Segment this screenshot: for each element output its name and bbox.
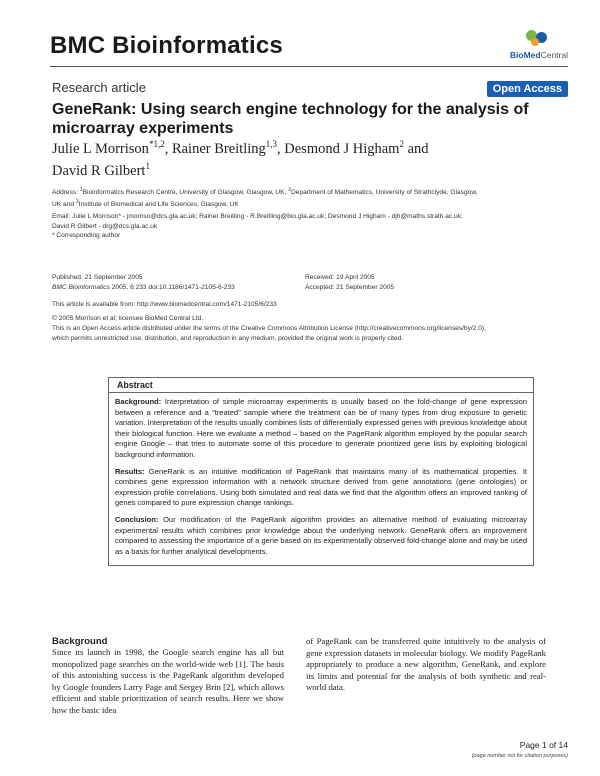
published-date: Published: 21 September 2005 [52, 274, 143, 281]
logo-dot-orange-icon [531, 38, 539, 46]
author-morrison[interactable]: Julie L Morrison [52, 140, 149, 157]
abstract-conclusion: Conclusion: Our modification of the PageRank algorithm provides an alternative method of evaluating microarray experimental results which combines prior knowledge about the underlying network. GeneRank offers an improvement compared to assessing the importance of a gene based on its experimentally observed fold-change alone and may be used as a basis for further analytical developments. [115, 514, 527, 556]
author-breitling[interactable]: , Rainer Breitling [164, 140, 266, 157]
publication-dates-right [305, 273, 394, 292]
article-title: GeneRank: Using search engine technology for the analysis of microarray experiments [52, 101, 529, 137]
body-right-column: of PageRank can be transferred quite intuitively to the analysis of gene expression datasets in molecular biology. We modify PageRank appropriately to produce a new algorithm, GeneRank, and explore its limits and potential for the analysis of both synthetic and real-world data. [306, 636, 546, 693]
corresponding-author-note: * Corresponding author [52, 232, 121, 240]
received-date: Received: 19 April 2005 [305, 274, 375, 281]
abstract-heading: Abstract [109, 378, 533, 393]
author-gilbert[interactable]: David R Gilbert [52, 163, 146, 180]
author-list: Julie L Morrison$^{*1,2}$, Rainer Breitling$^{1,3}$, Desmond J Higham$^2$ and David R Gilbert$^1$ [52, 139, 429, 180]
copyright: © 2005 Morrison et al; licensee BioMed Central Ltd. [52, 315, 204, 322]
abstract-box [108, 377, 534, 566]
page-number: Page 1 of 14 [519, 740, 568, 750]
publisher-logo [496, 30, 568, 60]
header-divider [50, 66, 568, 67]
body-left-column: Since its launch in 1998, the Google search engine has all but monopolized page searches on the world-wide web [1]. The basis of this astonishing success is the PageRank algorithm developed by Google founders Larry Page and Sergey Brin [2], which allows efficient and stable prioritization of search results. Here we show how the basic idea [52, 647, 284, 715]
article-url[interactable]: This article is available from: http://www.biomedcentral.com/1471-2105/6/233 [52, 301, 277, 308]
article-type: Research article [52, 80, 146, 95]
accepted-date: Accepted: 21 September 2005 [305, 283, 395, 291]
affiliations: Address: $^1$Bioinformatics Research Centre, University of Glasgow, Glasgow, UK, $^2$Department of Mathematics, University of Strathclyde, Glasgow, UK and $^3$Institute of Biomedical and Life Sciences, Glasgow, UK [52, 187, 478, 208]
author-emails[interactable]: Email: Julie L Morrison* - jmorriso@dcs.gla.ac.uk; Rainer Breitling - R.Breitling@bio.gla.ac.uk; Desmond J Higham - djh@maths.strath.ac.uk; David R Gilbert - drg@dcs.gla.ac.uk * Corresponding author [52, 213, 463, 240]
author-higham[interactable]: , Desmond J Higham [277, 140, 400, 157]
license-text: This is an Open Access article distributed under the terms of the Creative Commons Attribution License (http://creativecommons.org/licenses/by/2.0), which permits unrestricted use, distribution, and reproduction in any medium, provided the original work is properly cited. [52, 325, 486, 342]
page-number-note: (page number not for citation purposes) [471, 753, 568, 759]
citation: BMC Bioinformatics 2005, 6:233 doi:10.1186/1471-2105-6-233 [52, 283, 235, 291]
abstract-results: Results: GeneRank is an intuitive modification of PageRank that maintains many of its mathematical properties. It combines gene expression information with a network structure derived from gene annotations (gene ontologies) or expression profile correlations. Using both simulated and real data we find that the algorithm offers an improved ranking of genes compared to pure expression change rankings. [115, 466, 527, 508]
publication-dates-left [52, 273, 235, 292]
open-access-badge[interactable]: Open Access [487, 81, 568, 97]
journal-title: BMC Bioinformatics [50, 32, 283, 59]
logo-text: BioMedCentral [509, 50, 568, 60]
abstract-background: Background: Interpretation of simple microarray experiments is usually based on the fold-change of gene expression between a reference and a "treated" sample where the treatment can be of many types from drug exposure to genetic variation. Interpretation of the results usually combines lists of differentially expressed genes with previous knowledge about their biological function. Here we evaluate a method – based on the PageRank algorithm employed by the popular search engine Google – that tries to automate some of this procedure to generate prioritized gene lists by exploiting biological background information. [115, 397, 527, 459]
section-heading-background: Background [52, 636, 108, 647]
